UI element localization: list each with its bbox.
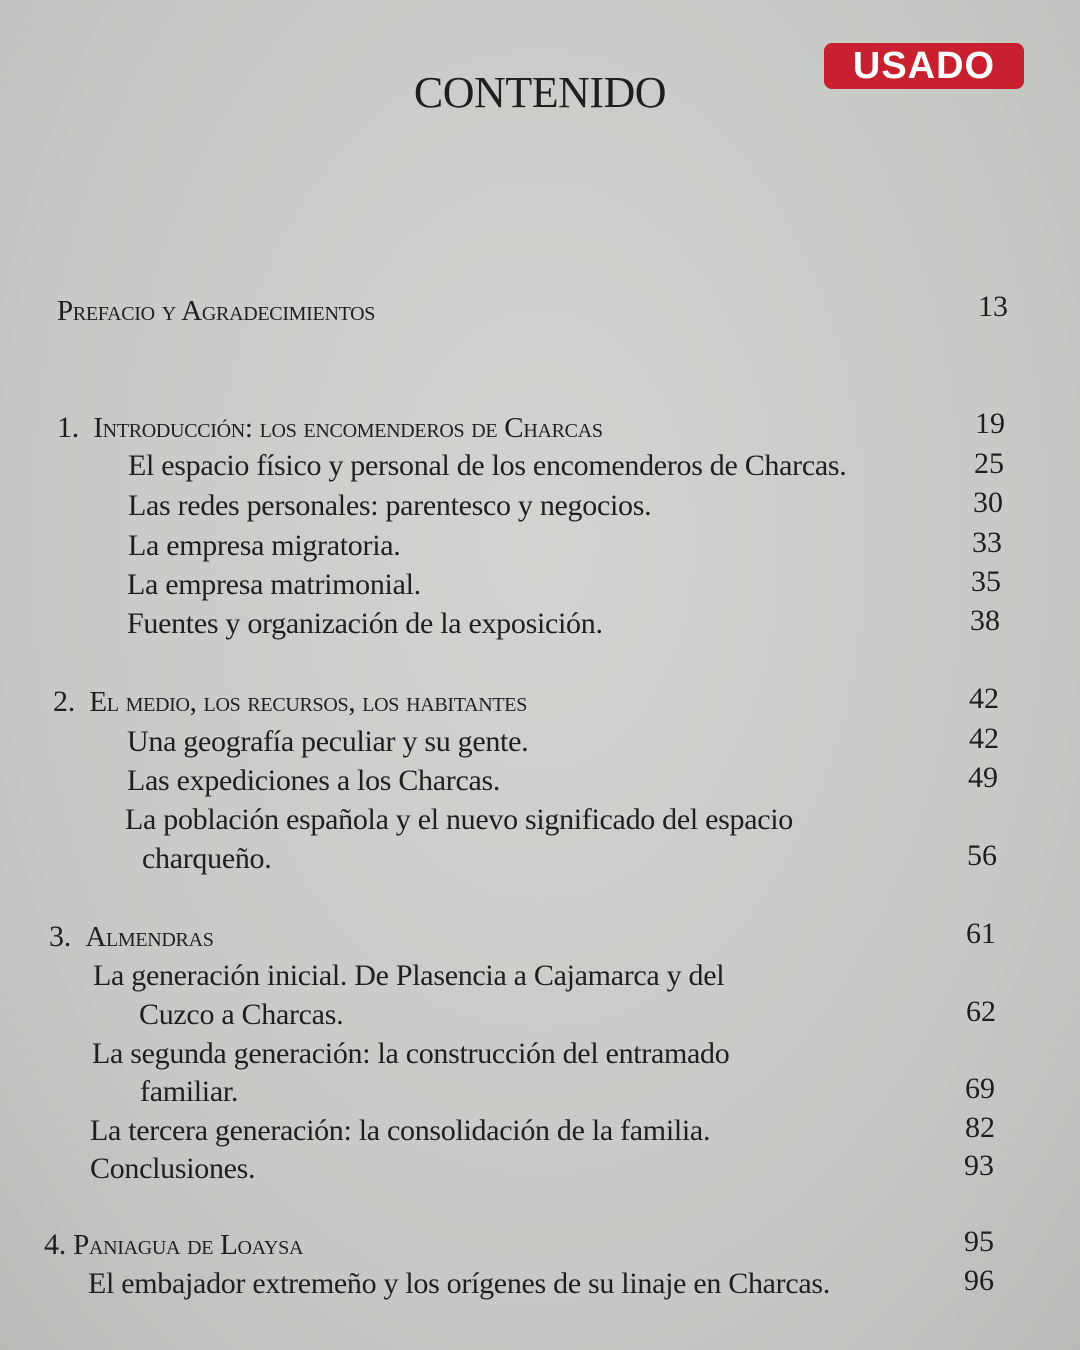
toc-page: 25 [974, 447, 1004, 480]
chapter-number: 1. [57, 411, 79, 444]
page-title: CONTENIDO [413, 68, 667, 117]
toc-chapter [49, 919, 214, 955]
toc-section: La empresa migratoria. [128, 529, 401, 562]
toc-page: 95 [964, 1225, 994, 1258]
toc-page: 42 [969, 722, 999, 755]
chapter-number: 3. [49, 920, 71, 953]
chapter-title: Introducción: los encomenderos de Charcas [93, 412, 603, 444]
toc-page: 61 [966, 917, 996, 950]
toc-page: 96 [964, 1264, 994, 1297]
toc-chapter [57, 410, 603, 446]
toc-chapter [44, 1227, 303, 1263]
toc-page: 42 [969, 682, 999, 715]
toc-section: La población española y el nuevo significado del espacio [125, 803, 793, 836]
toc-section: La segunda generación: la construcción del entramado [92, 1037, 730, 1070]
chapter-title: Almendras [85, 921, 214, 953]
toc-section: El embajador extremeño y los orígenes de su linaje en Charcas. [88, 1267, 830, 1300]
toc-section-continued: familiar. [140, 1075, 239, 1108]
chapter-number: 4. [44, 1228, 66, 1261]
toc-page: 62 [966, 995, 996, 1028]
toc-page: 93 [964, 1149, 994, 1182]
toc-page: 56 [967, 839, 997, 872]
toc-preface: Prefacio y Agradecimientos [57, 295, 376, 327]
toc-page: 13 [978, 290, 1008, 323]
toc-section: Fuentes y organización de la exposición. [127, 607, 603, 640]
toc-page: 30 [973, 486, 1003, 519]
toc-page: 49 [968, 761, 998, 794]
toc-page: 19 [975, 407, 1005, 440]
toc-section: Las redes personales: parentesco y negocios. [128, 489, 652, 522]
toc-page: 33 [972, 526, 1002, 559]
toc-section: La generación inicial. De Plasencia a Cajamarca y del [93, 959, 725, 992]
toc-section: El espacio físico y personal de los encomenderos de Charcas. [128, 449, 847, 482]
chapter-number: 2. [53, 685, 75, 718]
chapter-title: Paniagua de Loaysa [73, 1229, 304, 1261]
toc-page: 69 [965, 1072, 995, 1105]
toc-section: Conclusiones. [90, 1152, 256, 1185]
toc-section: La empresa matrimonial. [127, 568, 421, 601]
toc-chapter [53, 684, 527, 720]
used-badge: USADO [824, 43, 1024, 89]
toc-page: 82 [965, 1111, 995, 1144]
chapter-title: El medio, los recursos, los habitantes [89, 686, 528, 718]
toc-section: Las expediciones a los Charcas. [127, 764, 501, 797]
toc-section-continued: Cuzco a Charcas. [139, 998, 344, 1031]
toc-page: 38 [970, 604, 1000, 637]
toc-section-continued: charqueño. [142, 842, 272, 875]
toc-section: La tercera generación: la consolidación de la familia. [90, 1114, 711, 1147]
toc-section: Una geografía peculiar y su gente. [127, 725, 529, 758]
toc-page: 35 [971, 565, 1001, 598]
